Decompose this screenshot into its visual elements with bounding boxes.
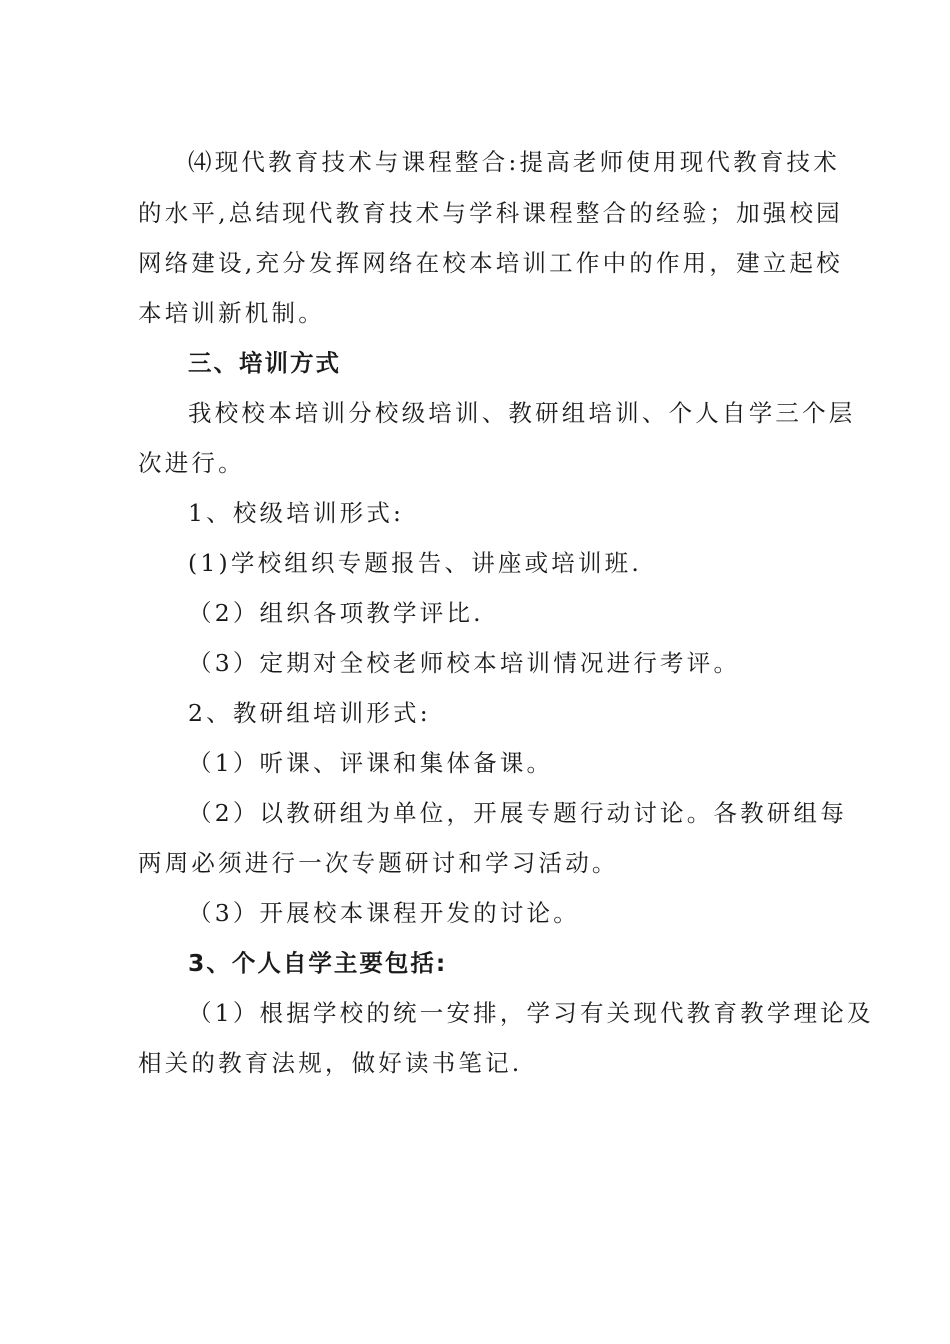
paragraph-line: 次进行。 bbox=[138, 449, 245, 477]
paragraph-line: 两周必须进行一次专题研讨和学习活动。 bbox=[138, 849, 619, 877]
paragraph-line: ⑷现代教育技术与课程整合:提高老师使用现代教育技术 bbox=[188, 148, 840, 176]
list-item: （2）组织各项教学评比. bbox=[188, 599, 484, 627]
paragraph-line: 本培训新机制。 bbox=[138, 299, 325, 327]
list-item: （1）听课、评课和集体备课。 bbox=[188, 749, 554, 777]
subheading: 3、个人自学主要包括: bbox=[188, 949, 448, 977]
list-item: （3）定期对全校老师校本培训情况进行考评。 bbox=[188, 649, 741, 677]
list-item: （1）根据学校的统一安排，学习有关现代教育教学理论及 bbox=[188, 999, 874, 1027]
paragraph-line: 我校校本培训分校级培训、教研组培训、个人自学三个层 bbox=[188, 399, 856, 427]
list-item: （2）以教研组为单位，开展专题行动讨论。各教研组每 bbox=[188, 799, 847, 827]
section-heading: 三、培训方式 bbox=[188, 349, 341, 377]
paragraph-line: 相关的教育法规，做好读书笔记. bbox=[138, 1049, 523, 1077]
subheading: 1、校级培训形式: bbox=[188, 499, 405, 527]
paragraph-line: 网络建设,充分发挥网络在校本培训工作中的作用，建立起校 bbox=[138, 249, 843, 277]
list-item: （3）开展校本课程开发的讨论。 bbox=[188, 899, 580, 927]
paragraph-line: 的水平,总结现代教育技术与学科课程整合的经验；加强校园 bbox=[138, 199, 843, 227]
list-item: (1)学校组织专题报告、讲座或培训班. bbox=[188, 549, 643, 577]
subheading: 2、教研组培训形式: bbox=[188, 699, 431, 727]
